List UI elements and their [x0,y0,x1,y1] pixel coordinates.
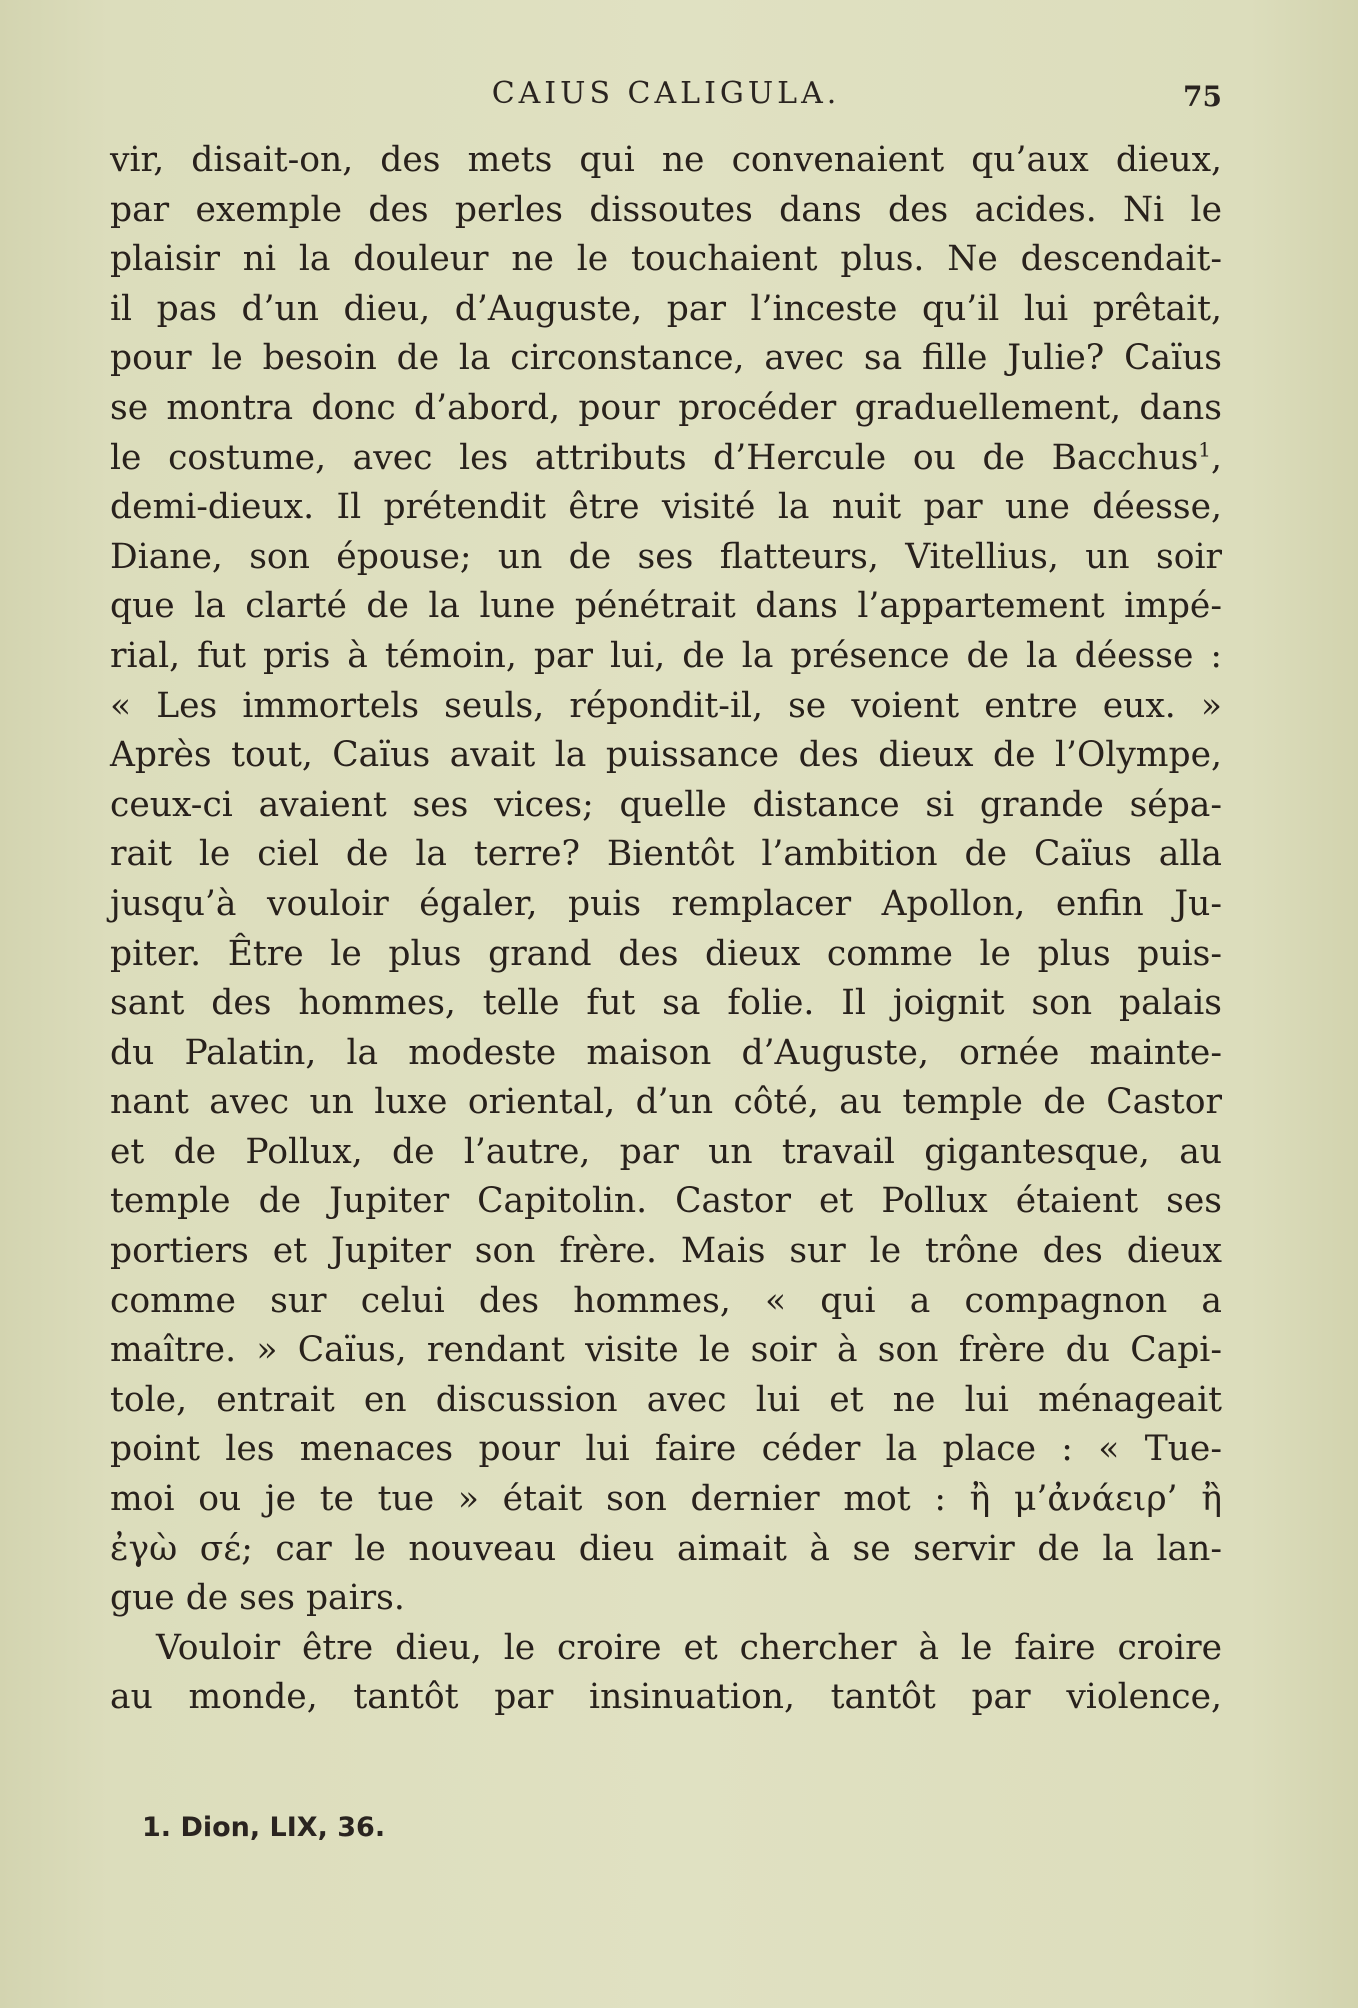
text-line: maître. » Caïus, rendant visite le soir à son frère du Capi- [110,1330,1222,1371]
text-line: par exemple des perles dissoutes dans des acides. Ni le [110,189,1222,230]
paragraph [110,1624,1222,1723]
text-line: sant des hommes, telle fut sa folie. Il joignit son palais [110,983,1222,1024]
footnote: 1. Dion, LIX, 36. [142,1812,386,1843]
text-fragment: , [1211,437,1222,478]
text-line-with-footnote-ref [110,434,1222,484]
page-number: 75 [1183,80,1222,113]
text-fragment: le costume, avec les attributs d’Hercule ou de Bacchus [110,437,1199,478]
text-line: rial, fut pris à témoin, par lui, de la présence de la déesse : [110,635,1222,676]
text-line: tole, entrait en discussion avec lui et ne lui ménageait [110,1379,1222,1420]
text-line: gue de ses pairs. [110,1578,405,1619]
text-line: il pas d’un dieu, d’Auguste, par l’inceste qu’il lui prêtait, [110,288,1222,329]
text-line: « Les immortels seuls, répondit-il, se voient entre eux. » [110,685,1222,726]
text-line: ceux-ci avaient ses vices; quelle distance si grande sépa- [110,784,1222,825]
text-line: Vouloir être dieu, le croire et chercher à le faire croire [156,1627,1222,1668]
text-line: jusqu’à vouloir égaler, puis remplacer Apollon, enfin Ju- [110,883,1222,924]
text-line: temple de Jupiter Capitolin. Castor et Pollux étaient ses [110,1181,1222,1222]
body-text [110,136,1222,1723]
text-line: vir, disait-on, des mets qui ne convenaient qu’aux dieux, [110,140,1222,180]
text-line: piter. Être le plus grand des dieux comme le plus puis- [110,933,1222,974]
text-line: du Palatin, la modeste maison d’Auguste, ornée mainte- [110,1032,1222,1073]
text-line: au monde, tantôt par insinuation, tantôt par violence, [110,1677,1222,1718]
text-line: moi ou je te tue » était son dernier mot : ἢ μ’ἀνάειρ’ ἢ [110,1479,1222,1520]
text-line: et de Pollux, de l’autre, par un travail gigantesque, au [110,1131,1222,1172]
text-line: rait le ciel de la terre? Bientôt l’ambition de Caïus alla [110,834,1222,875]
text-line: comme sur celui des hommes, « qui a compagnon a [110,1280,1222,1321]
text-line: portiers et Jupiter son frère. Mais sur le trône des dieux [110,1231,1222,1272]
text-line: pour le besoin de la circonstance, avec sa fille Julie? Caïus [110,338,1222,379]
text-line: que la clarté de la lune pénétrait dans l’appartement impé- [110,586,1222,627]
text-line: demi-dieux. Il prétendit être visité la nuit par une déesse, [110,487,1222,528]
text-line: ἐγὼ σέ; car le nouveau dieu aimait à se servir de la lan- [110,1528,1222,1569]
text-line: point les menaces pour lui faire céder la place : « Tue- [110,1429,1222,1470]
text-line: Diane, son épouse; un de ses flatteurs, Vitellius, un soir [110,536,1222,577]
footnote-reference: 1 [1198,437,1212,462]
paragraph [110,136,1222,1624]
page-header [110,72,1222,122]
text-line: plaisir ni la douleur ne le touchaient plus. Ne descendait- [110,239,1222,280]
text-line: Après tout, Caïus avait la puissance des dieux de l’Olympe, [110,735,1222,776]
text-line: se montra donc d’abord, pour procéder graduellement, dans [110,387,1222,428]
running-title: CAIUS CALIGULA. [491,76,841,111]
text-line: nant avec un luxe oriental, d’un côté, au temple de Castor [110,1082,1222,1123]
